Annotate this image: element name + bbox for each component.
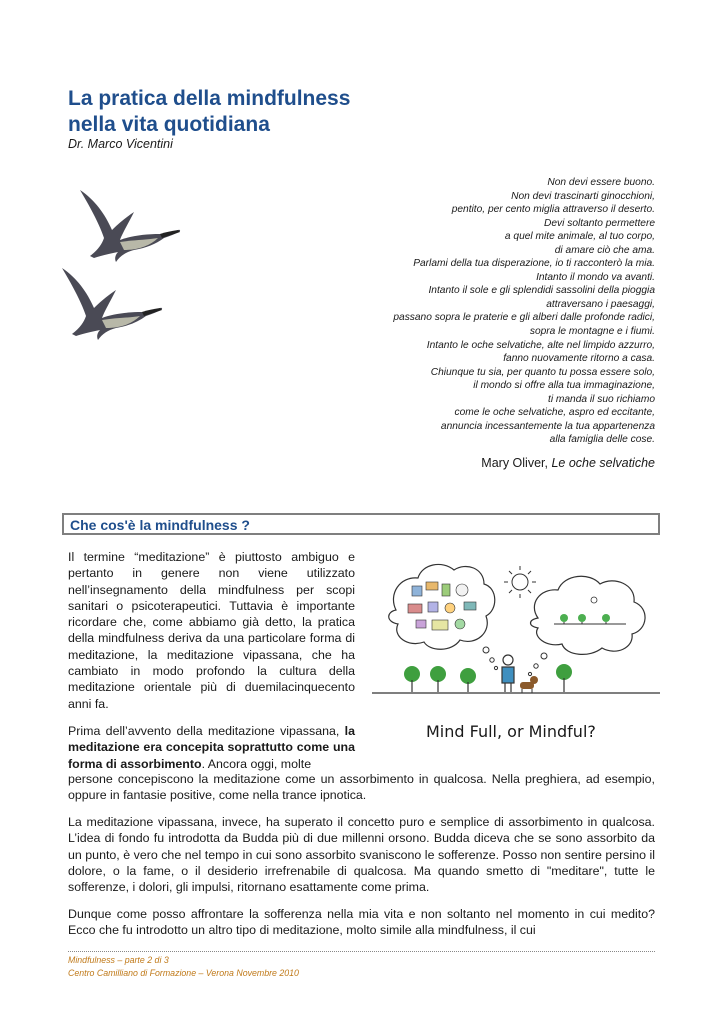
poem-attribution (481, 456, 655, 470)
poem-line: alla famiglia delle cose. (549, 434, 655, 446)
poem (325, 176, 655, 447)
poem-line: annuncia incessantemente la tua appartenenza (440, 420, 655, 432)
poem-line: Non devi trascinarti ginocchioni, (511, 190, 655, 202)
title-line-2: nella vita quotidiana (68, 113, 270, 136)
paragraph-4: Dunque come posso affrontare la sofferenza nella mia vita e non soltanto nel momento in cui medito? Ecco che fu introdotto un altro tipo di meditazione, molto simile alla mindfulness, il cui (68, 907, 655, 938)
p2-start: Prima dell’avvento della meditazione vipassana, (68, 724, 340, 738)
cartoon-caption: Mind Full, or Mindful? (426, 722, 596, 741)
footer-line-2: Centro Camilliano di Formazione – Verona Novembre 2010 (68, 968, 299, 978)
footer-divider (68, 951, 655, 952)
paragraph-2-start (68, 723, 355, 772)
person-icon (502, 655, 514, 692)
dog-icon (520, 676, 538, 693)
attribution-author: Mary Oliver, (481, 456, 552, 470)
busy-thought-cloud (389, 564, 495, 649)
trees-icon (404, 664, 572, 692)
footer-line-1: Mindfulness – parte 2 di 3 (68, 955, 169, 965)
title-line-1: La pratica della mindfulness (68, 87, 351, 110)
poem-line: di amare ciò che ama. (554, 244, 655, 256)
poem-line: a quel mite animale, al tuo corpo, (504, 231, 655, 243)
poem-line: Chiunque tu sia, per quanto tu possa essere solo, (430, 366, 655, 378)
mindful-thought-cloud (531, 576, 646, 654)
goose-upper (80, 190, 180, 262)
section-title: Che cos'è la mindfulness ? (70, 517, 250, 533)
poem-line: Devi soltanto permettere (544, 217, 655, 229)
poem-line: ti manda il suo richiamo (547, 393, 655, 405)
poem-line: passano sopra le praterie e gli alberi dalle profonde radici, (393, 312, 655, 324)
poem-line: Parlami della tua disperazione, io ti racconterò la mia. (413, 258, 655, 270)
poem-line: come le oche selvatiche, aspro ed eccitante, (454, 407, 655, 419)
poem-line: fanno nuovamente ritorno a casa. (503, 353, 655, 365)
geese-illustration (50, 182, 200, 352)
poem-line: Intanto le oche selvatiche, alte nel limpido azzurro, (426, 339, 655, 351)
poem-line: pentito, per cento miglia attraverso il deserto. (451, 204, 655, 216)
poem-line: Non devi essere buono. (547, 177, 655, 188)
mindful-cartoon (368, 552, 664, 748)
author-name: Dr. Marco Vicentini (68, 137, 173, 151)
p2-end: . Ancora oggi, molte (201, 756, 312, 771)
p2-bold: la meditazione era concepita soprattutto come una forma di assorbimento (68, 724, 355, 771)
poem-line: Intanto il sole e gli splendidi sassolini della pioggia (428, 285, 655, 297)
section-header-box (62, 513, 660, 535)
attribution-work: Le oche selvatiche (551, 456, 655, 470)
poem-line: il mondo si offre alla tua immaginazione, (473, 380, 655, 392)
poem-line: Intanto il mondo va avanti. (536, 271, 655, 283)
poem-line: attraversano i paesaggi, (546, 298, 655, 310)
poem-line: sopra le montagne e i fiumi. (529, 326, 655, 338)
paragraph-3: La meditazione vipassana, invece, ha superato il concetto puro e semplice di assorbimento in qualcosa. L’idea di fondo fu introdotta da Budda più di due millenni orsono. Budda diceva che se sono assorbito da un punto, è vero che nel tempo in cui sono assorbito svaniscono le sofferenze. Posso non sentire persino il dolore, o la fame, o il desiderio irrefrenabile di qualcosa. Ma quando smetto di "meditare", tutte le sofferenze, i dolori, gli impulsi, ritornano esattamente come prima. (68, 815, 655, 895)
paragraph-2-continued: persone concepiscono la meditazione come un assorbimento in qualcosa. Nella preghiera, ad esempio, oppure in fantasie positive, come nella trance ipnotica. (68, 772, 655, 803)
sun-icon (504, 566, 536, 598)
document-title (68, 86, 488, 138)
paragraph-1: Il termine “meditazione” è piuttosto ambiguo e pertanto in genere non viene utilizzato nell’insegnamento della mindfulness per scopi sanitari o psicoterapeutici. Tuttavia è importante ricordare che, come abbiamo già detto, la pratica della mindfulness deriva da una particolare forma di meditazione, la meditazione vipassana, che ha cambiato in modo profondo la cultura della meditazione orientale più di duemilacinquecento anni fa. (68, 550, 355, 711)
goose-lower (62, 268, 162, 340)
